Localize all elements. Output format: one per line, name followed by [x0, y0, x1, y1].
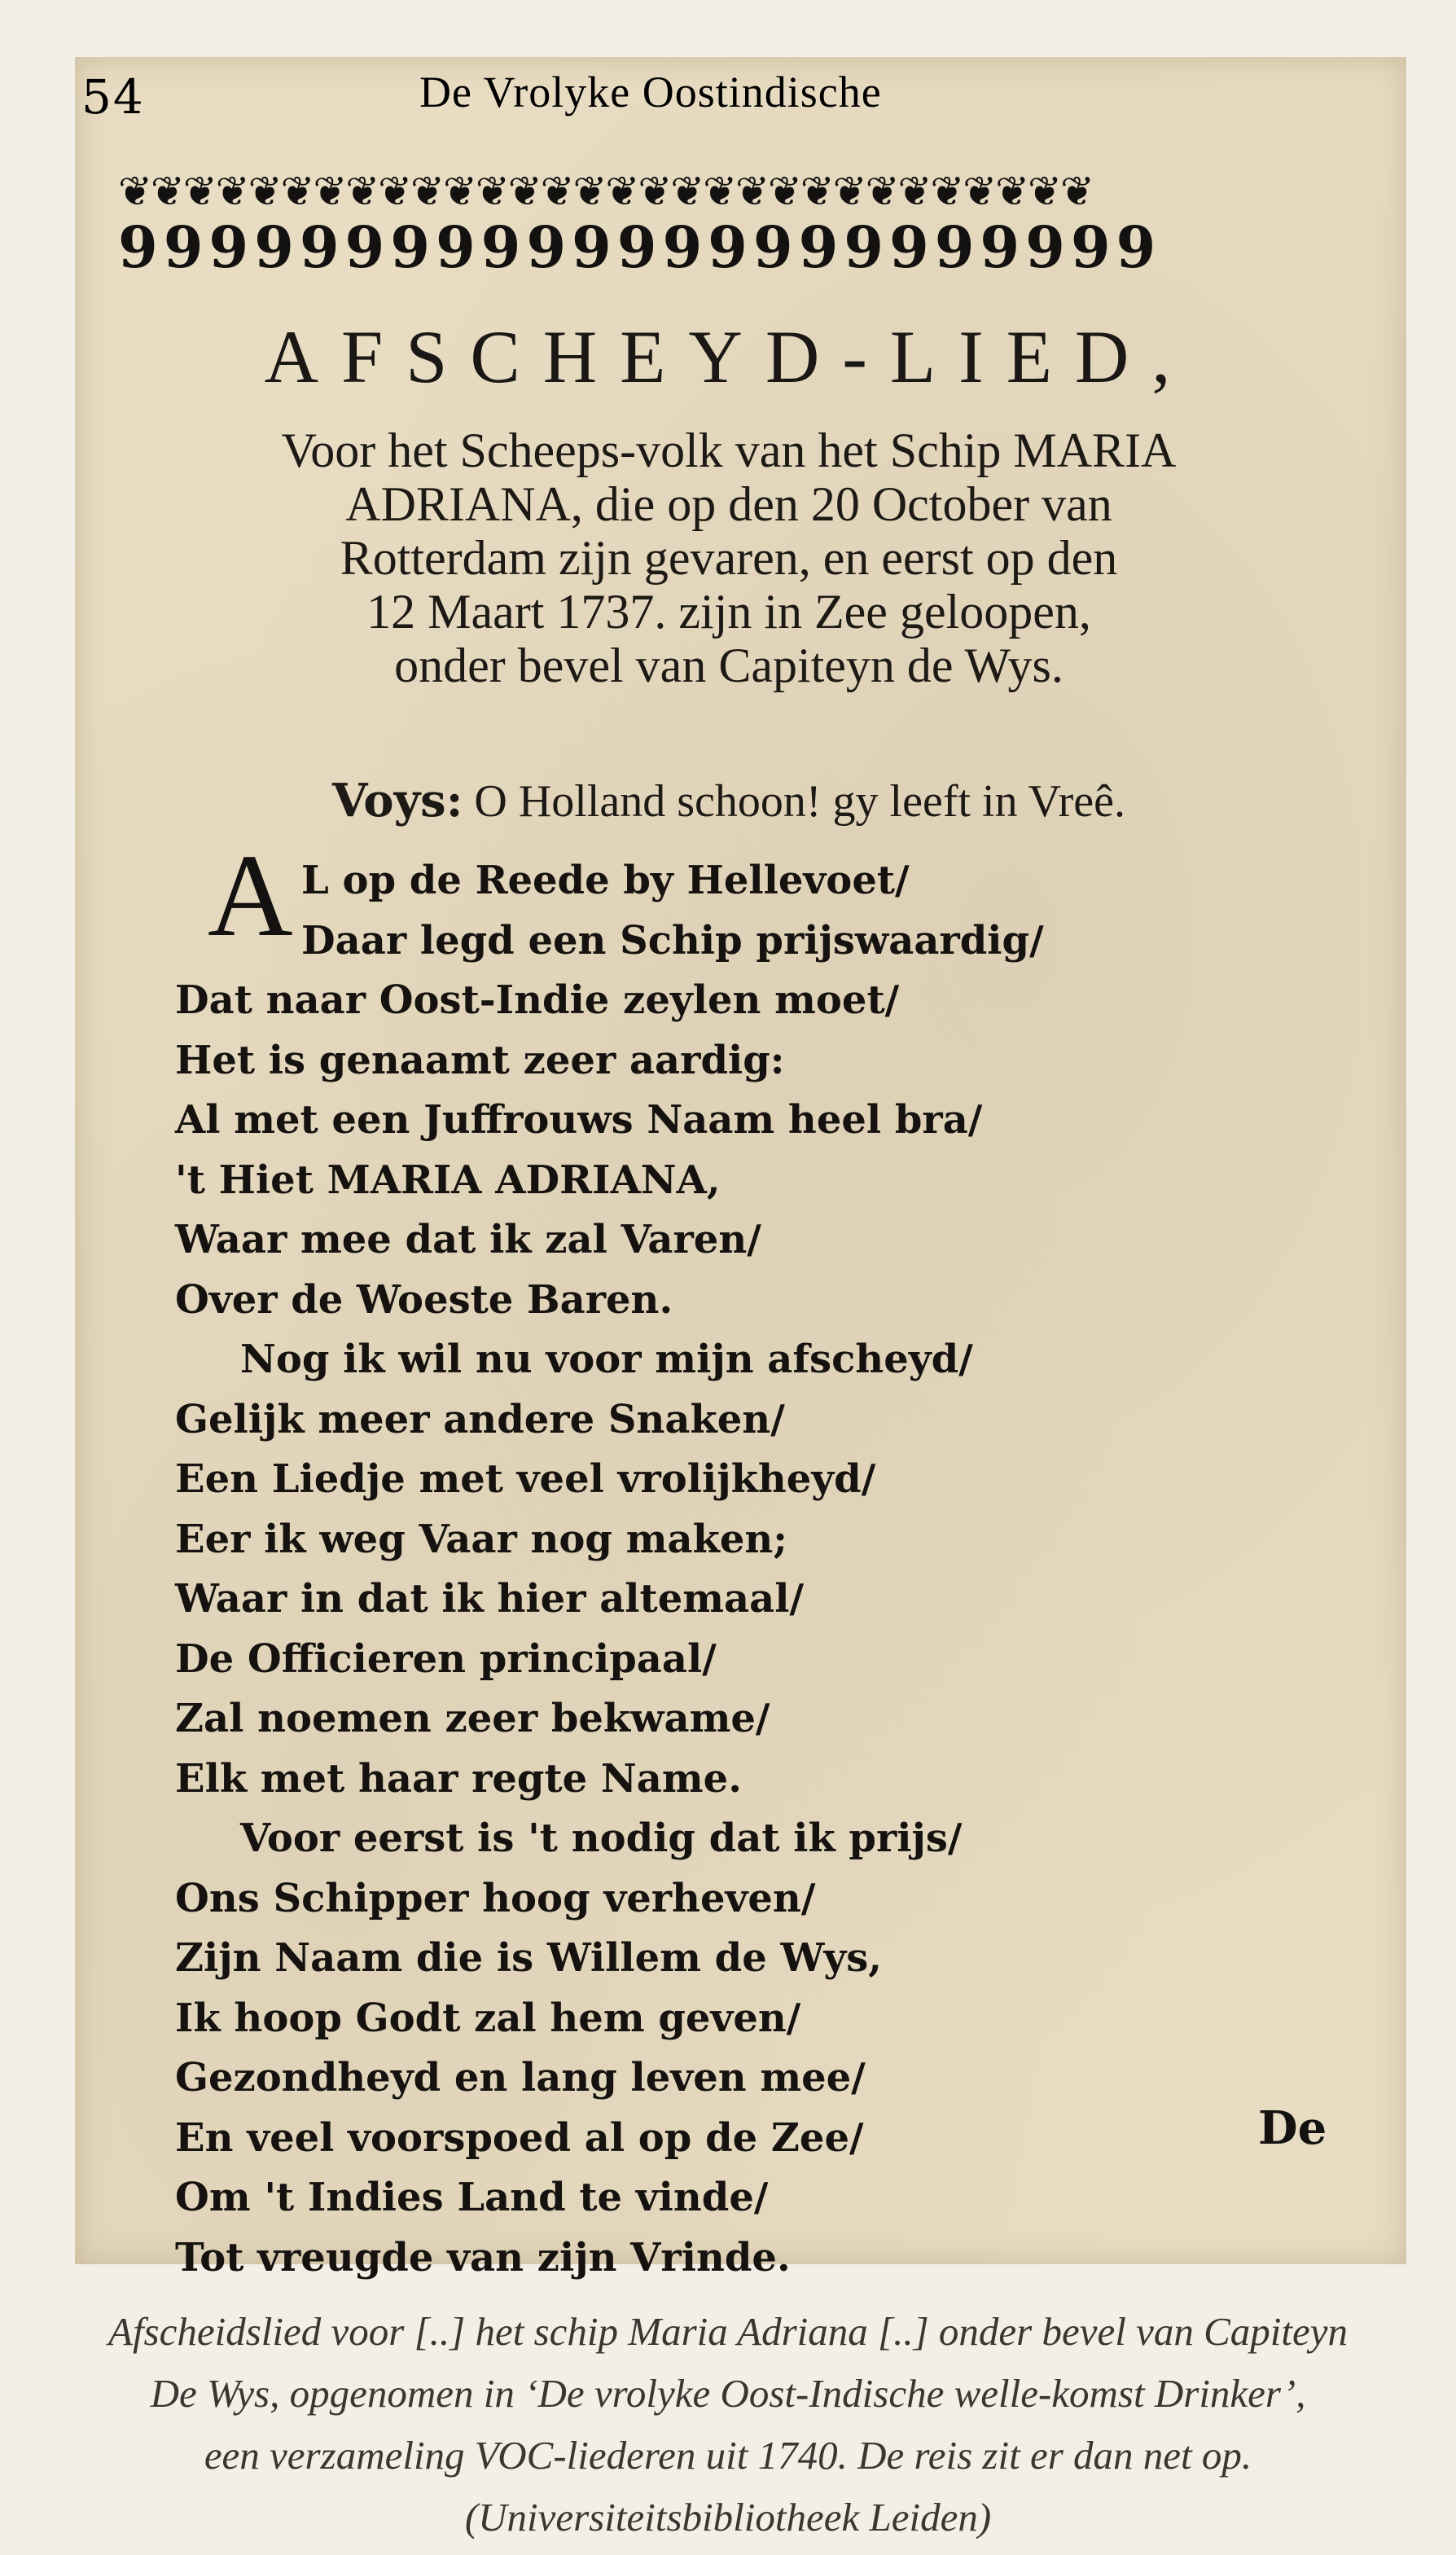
verse-line: 't Hiet MARIA ADRIANA,	[175, 1157, 721, 1203]
verse-line: Zijn Naam die is Willem de Wys,	[175, 1935, 882, 1981]
caption-line: De Wys, opgenomen in ‘De vrolyke Oost-Indische welle-komst Drinker’,	[150, 2371, 1306, 2416]
verse-line: Over de Woeste Baren.	[175, 1276, 673, 1323]
song-title: AFSCHEYD-LIED,	[264, 315, 1194, 398]
verse-line: Zal noemen zeer bekwame/	[175, 1696, 770, 1741]
verse-line: Om 't Indies Land te vinde/	[175, 2175, 769, 2220]
verse-line: Gelijk meer andere Snaken/	[175, 1396, 785, 1442]
verse-line: Waar mee dat ik zal Varen/	[175, 1217, 761, 1262]
subtitle-line: Rotterdam zijn gevaren, en eerst op den	[340, 531, 1118, 585]
verse-line: L op de Reede by Hellevoet/	[301, 858, 910, 903]
page-number: 54	[81, 69, 145, 125]
figure-caption	[65, 2301, 1391, 2548]
verse-line: Ik hoop Godt zal hem geven/	[175, 1995, 801, 2041]
verse-line: Daar legd een Schip prijswaardig/	[301, 917, 1044, 964]
verse-line: Een Liedje met veel vrolijkheyd/	[175, 1456, 876, 1502]
running-title: De Vrolyke Oostindische	[419, 68, 882, 116]
verse-line: En veel voorspoed al op de Zee/	[175, 2114, 864, 2161]
verse-line: Al met een Juffrouws Naam heel bra/	[175, 1097, 983, 1143]
tune-line	[122, 774, 1335, 828]
subtitle-line: onder bevel van Capiteyn de Wys.	[394, 639, 1063, 692]
drop-cap: A	[208, 831, 293, 961]
catchword: De	[1258, 2101, 1327, 2155]
verse-line: Het is genaamt zeer aardig:	[175, 1037, 785, 1083]
song-verses	[175, 851, 1250, 2288]
song-subtitle	[122, 424, 1335, 692]
caption-line: Afscheidslied voor [..] het schip Maria Adriana [..] onder bevel van Capiteyn	[108, 2309, 1348, 2354]
ornament-band	[118, 167, 1331, 289]
verse-line: Ons Schipper hoog verheven/	[175, 1875, 816, 1921]
verse-line: Elk met haar regte Name.	[175, 1755, 742, 1802]
tune-text: O Holland schoon! gy leeft in Vreê.	[474, 776, 1126, 827]
subtitle-line: 12 Maart 1737. zijn in Zee geloopen,	[366, 585, 1091, 639]
verse-line: Tot vreugde van zijn Vrinde.	[175, 2234, 791, 2281]
ornament-row-top: ❦❦❦❦❦❦❦❦❦❦❦❦❦❦❦❦❦❦❦❦❦❦❦❦❦❦❦❦❦❦	[118, 168, 1093, 215]
ornament-row-bottom: 99999999999999999999999	[118, 213, 1162, 281]
subtitle-line: ADRIANA, die op den 20 October van	[345, 477, 1112, 531]
verse-line: Gezondheyd en lang leven mee/	[175, 2055, 866, 2101]
caption-line: (Universiteitsbibliotheek Leiden)	[464, 2495, 992, 2540]
subtitle-line: Voor het Scheeps-volk van het Schip MARIA	[281, 424, 1177, 477]
verse-line: Voor eerst is 't nodig dat ik prijs/	[240, 1815, 963, 1861]
caption-line: een verzameling VOC-liederen uit 1740. De reis zit er dan net op.	[204, 2433, 1252, 2478]
verse-line: De Officieren principaal/	[175, 1635, 717, 1682]
tune-label: Voys:	[331, 774, 463, 828]
verse-line: Nog ik wil nu voor mijn afscheyd/	[240, 1337, 973, 1382]
verse-line: Eer ik weg Vaar nog maken;	[175, 1516, 787, 1562]
verse-line: Dat naar Oost-Indie zeylen moet/	[175, 977, 900, 1023]
verse-line: Waar in dat ik hier altemaal/	[175, 1576, 805, 1622]
